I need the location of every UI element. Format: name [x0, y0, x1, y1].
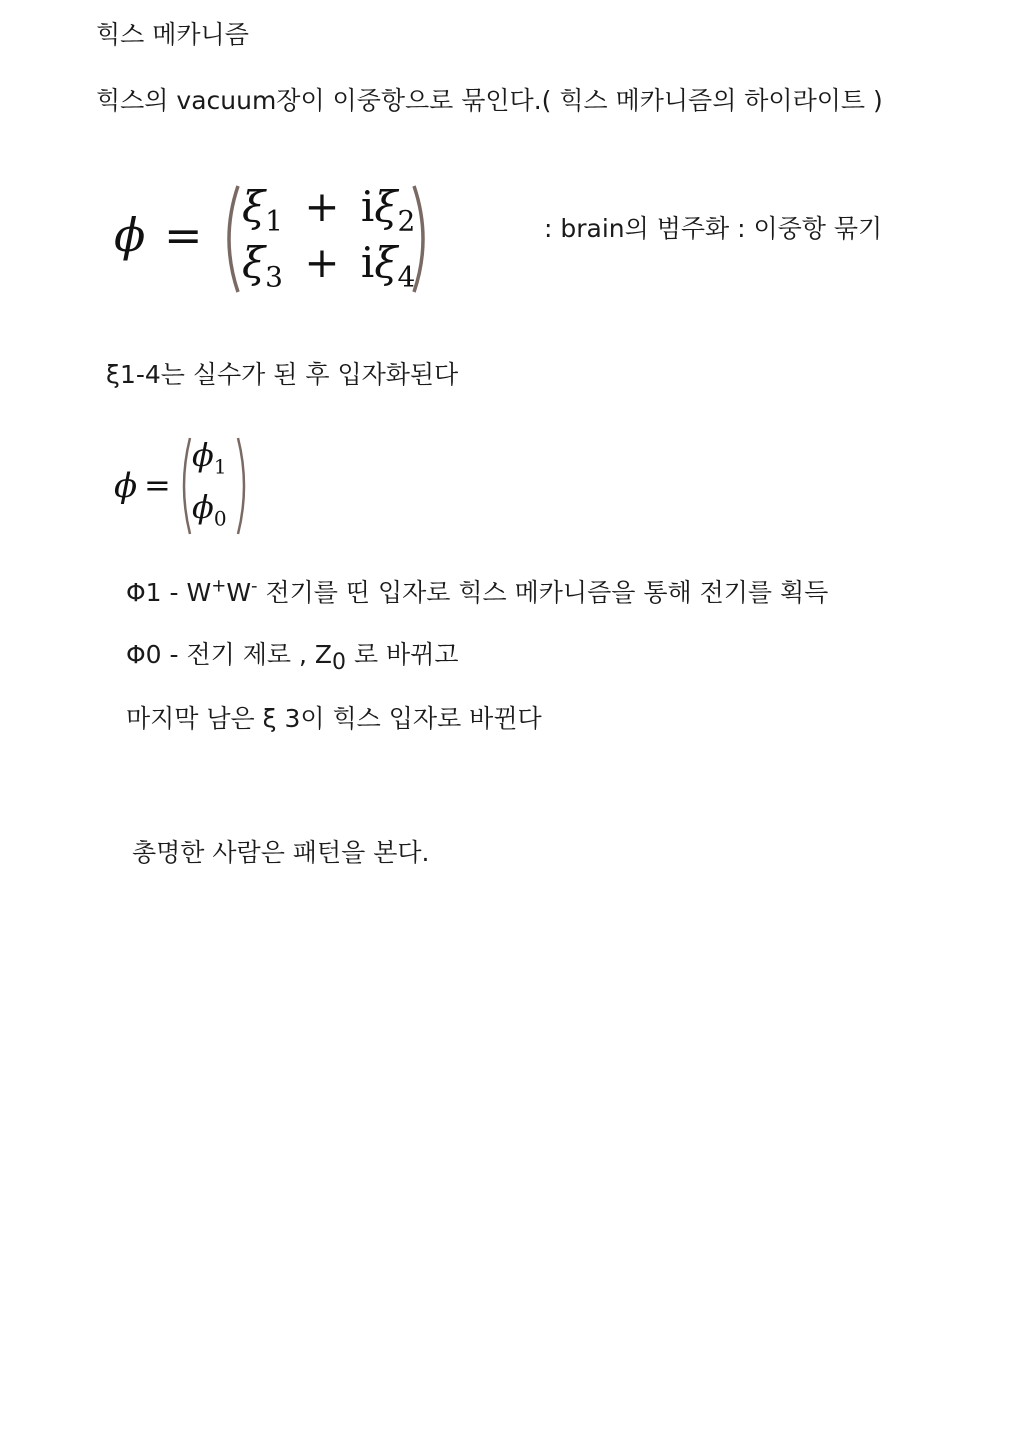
xi-symbol: ξ: [374, 238, 398, 287]
phi1-line: [126, 575, 829, 608]
vector-row-2: [192, 488, 227, 531]
brain-note: : brain의 범주화 : 이중항 묶기: [544, 214, 883, 243]
xi-line: ξ1-4는 실수가 된 후 입자화된다: [106, 360, 459, 389]
phi0-lead: Φ0 - 전기 제로 , Z: [126, 640, 333, 669]
superscript: +: [211, 575, 227, 597]
subscript: 2: [397, 204, 416, 238]
equals-sign: =: [144, 466, 171, 504]
doublet-vector: [218, 180, 438, 298]
plus-sign: +: [304, 182, 340, 231]
xi-symbol: ξ: [242, 182, 266, 231]
vector-row-2: [242, 238, 416, 294]
phi-vector: [178, 434, 250, 538]
subscript: 0: [213, 506, 227, 531]
phi1-rest: 전기를 띤 입자로 힉스 메카니즘을 통해 전기를 획득: [257, 578, 829, 607]
intro-line: 힉스의 vacuum장이 이중항으로 묶인다.( 힉스 메카니즘의 하이라이트 ): [96, 86, 883, 115]
xi-symbol: ξ: [374, 182, 398, 231]
phi-symbol: ϕ: [114, 466, 138, 506]
subscript: 1: [213, 454, 227, 479]
subscript: 3: [265, 260, 283, 294]
imaginary-unit: i: [360, 182, 375, 231]
phi-symbol: ϕ: [192, 436, 214, 474]
equals-sign: =: [164, 208, 203, 262]
superscript: -: [251, 575, 258, 597]
closing-line: 총명한 사람은 패턴을 본다.: [132, 838, 430, 867]
phi-symbol: ϕ: [192, 488, 214, 526]
phi0-line: [126, 640, 459, 675]
vector-row-1: [192, 436, 227, 479]
phi1-lead: Φ1 - W: [126, 578, 212, 607]
subscript: 0: [332, 650, 347, 675]
doublet-equation: [114, 180, 444, 300]
plus-sign: +: [304, 238, 340, 287]
vector-row-1: [242, 182, 416, 238]
subscript: 1: [265, 204, 283, 238]
last-line: 마지막 남은 ξ 3이 힉스 입자로 바뀐다: [126, 704, 542, 733]
imaginary-unit: i: [360, 238, 375, 287]
phi-symbol: ϕ: [114, 208, 146, 262]
page-title: 힉스 메카니즘: [96, 20, 249, 49]
phi-vector-equation: [114, 432, 264, 542]
phi0-rest: 로 바뀌고: [346, 640, 459, 669]
xi-symbol: ξ: [242, 238, 266, 287]
phi1-mid: W: [226, 578, 252, 607]
subscript: 4: [397, 260, 416, 294]
